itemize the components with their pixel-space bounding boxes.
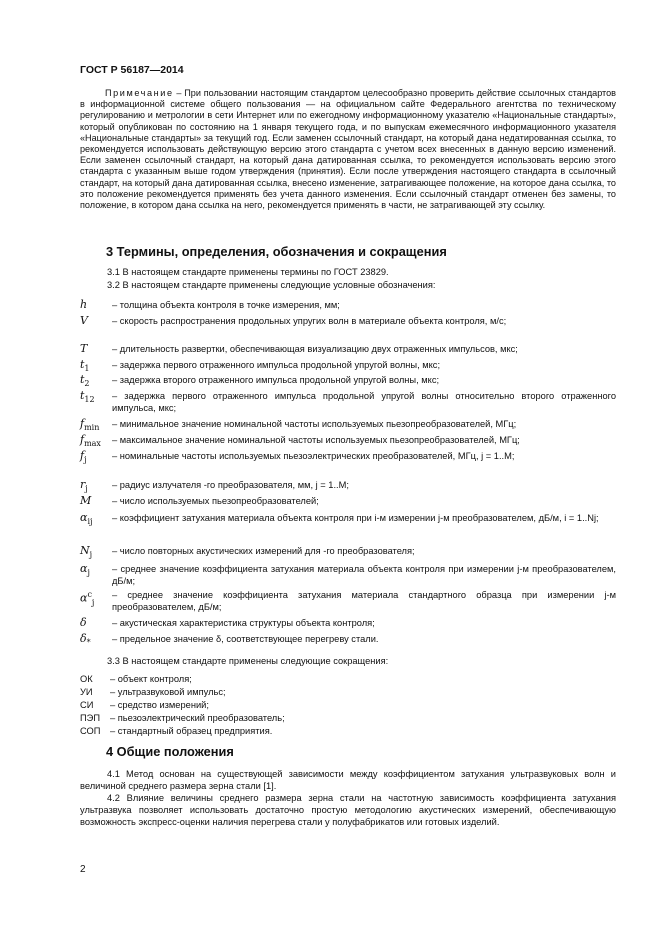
symbol-description: – задержка первого отраженного импульса продольной упругой волны относительно второго отраженного импульса, мкс;	[112, 391, 616, 413]
abbreviation: ПЭП	[80, 713, 101, 723]
symbol-description: – среднее значение коэффициента затухания материала стандартного образца при измерении j-м преобразователем, дБ/м;	[112, 590, 616, 612]
symbol-description: – предельное значение δ, соответствующее перегреву стали.	[112, 634, 379, 644]
paragraph-3-2: 3.2 В настоящем стандарте применены следующие условные обозначения:	[107, 280, 436, 290]
symbol: T	[80, 342, 88, 355]
abbreviation-description: – ультразвуковой импульс;	[110, 687, 226, 697]
abbreviation-description: – пьезоэлектрический преобразователь;	[110, 713, 285, 723]
symbol-description: – число повторных акустических измерений для -го преобразователя;	[112, 546, 415, 556]
symbol: M	[80, 494, 92, 507]
abbreviation-description: – стандартный образец предприятия.	[110, 726, 273, 736]
symbol: $N_j$	[80, 544, 93, 560]
note-paragraph	[80, 88, 616, 211]
paragraph-3-3: 3.3 В настоящем стандарте применены следующие сокращения:	[107, 656, 389, 666]
symbol-description: – минимальное значение номинальной частоты используемых пьезопреобразователей, МГц;	[112, 419, 517, 429]
section-3-heading: 3 Термины, определения, обозначения и сокращения	[106, 244, 447, 259]
section-4-heading: 4 Общие положения	[106, 744, 234, 759]
symbol-description: – длительность развертки, обеспечивающая визуализацию двух отраженных импульсов, мкс;	[112, 344, 518, 354]
abbreviation-description: – средство измерений;	[110, 700, 209, 710]
symbol-description: – скорость распространения продольных упругих волн в материале объекта контроля, м/с;	[112, 316, 507, 326]
symbol-description: – задержка первого отраженного импульса продольной упругой волны, мкс;	[112, 360, 441, 370]
symbol: V	[80, 314, 88, 327]
symbol: $\delta_*$	[80, 632, 91, 648]
paragraph-4-1: 4.1 Метод основан на существующей зависимости между коэффициентом затухания ультразвуковых волн и величиной среднего размера зерна стали [1].	[80, 769, 616, 791]
paragraph-3-1: 3.1 В настоящем стандарте применены термины по ГОСТ 23829.	[107, 267, 389, 277]
symbol-description: – число используемых пьезопреобразователей;	[112, 496, 319, 506]
symbol: $t_1$	[80, 358, 90, 374]
symbol: $f_{max}$	[80, 433, 101, 449]
symbol-description: – среднее значение коэффициента затухания материала объекта контроля при измерении j-м преобразователем, дБ/м;	[112, 564, 616, 586]
symbol: $r_j$	[80, 478, 88, 494]
symbol-description: – толщина объекта контроля в точке измерения, мм;	[112, 300, 340, 310]
symbol: $\alpha_{ij}$	[80, 511, 93, 527]
note-label: Примечание	[105, 88, 174, 98]
symbol-description: – номинальные частоты используемых пьезоэлектрических преобразователей, МГц, j = 1..M;	[112, 451, 515, 461]
note-text: – При пользовании настоящим стандартом целесообразно проверить действие ссылочных стандартов в информационной системе общего пользования — на официальном сайте Федерального агентства по техническому регулированию и метрологии в сети Интернет или по ежегодному информационному указателю «Национальные стандарты», который опубликован по состоянию на 1 января текущего года, и по выпускам ежемесячного информационного указателя «Национальные стандарты» за текущий год. Если заменен ссылочный стандарт, на который дана недатированная ссылка, то рекомендуется использовать действующую версию этого стандарта с учетом всех внесенных в данную версию изменений. Если заменен ссылочный стандарт, на который дана датированная ссылка, то рекомендуется использовать версию этого стандарта с указанным выше годом утверждения (принятия). Если после утверждения настоящего стандарта в ссылочный стандарт, на который дана датированная ссылка, внесено изменение, затрагивающее положение, на которое дана ссылка, то это положение рекомендуется применять без учета данного изменения. Если ссылочный стандарт отменен без замены, то положение, в котором дана ссылка на него, рекомендуется применять в части, не затрагивающей эту ссылку.	[80, 88, 616, 211]
symbol-description: – задержка второго отраженного импульса продольной упругой волны, мкс;	[112, 375, 440, 385]
symbol: $\alpha^c_j$	[80, 590, 95, 607]
symbol: $t_{12}$	[80, 389, 95, 405]
abbreviation: ОК	[80, 674, 93, 684]
symbol: δ	[80, 616, 87, 629]
symbol: $\alpha_j$	[80, 562, 90, 578]
symbol-description: – коэффициент затухания материала объекта контроля при i-м измерении j-м преобразователем, дБ/м, i = 1..Nj;	[112, 513, 599, 523]
abbreviation-description: – объект контроля;	[110, 674, 192, 684]
symbol-description: – максимальное значение номинальной частоты используемых пьезопреобразователей, МГц;	[112, 435, 520, 445]
symbol-description: – акустическая характеристика структуры объекта контроля;	[112, 618, 375, 628]
abbreviation: УИ	[80, 687, 93, 697]
symbol: h	[80, 298, 88, 311]
abbreviation: СОП	[80, 726, 101, 736]
page-number: 2	[80, 864, 86, 875]
symbol: $t_2$	[80, 373, 90, 389]
symbol-description: – радиус излучателя -го преобразователя, мм, j = 1..M;	[112, 480, 349, 490]
paragraph-4-2: 4.2 Влияние величины среднего размера зерна стали на частотную зависимость коэффициента затухания ультразвука позволяет использовать достаточно простую методологию акустических измерений, обеспечивающую возможность экспресс-оценки наличия перегрева стали у полуфабрикатов или готовых изделий.	[80, 793, 616, 827]
abbreviation: СИ	[80, 700, 94, 710]
symbol: $f_j$	[80, 449, 87, 465]
symbol: $f_{min}$	[80, 417, 100, 433]
document-header: ГОСТ Р 56187—2014	[80, 64, 184, 76]
